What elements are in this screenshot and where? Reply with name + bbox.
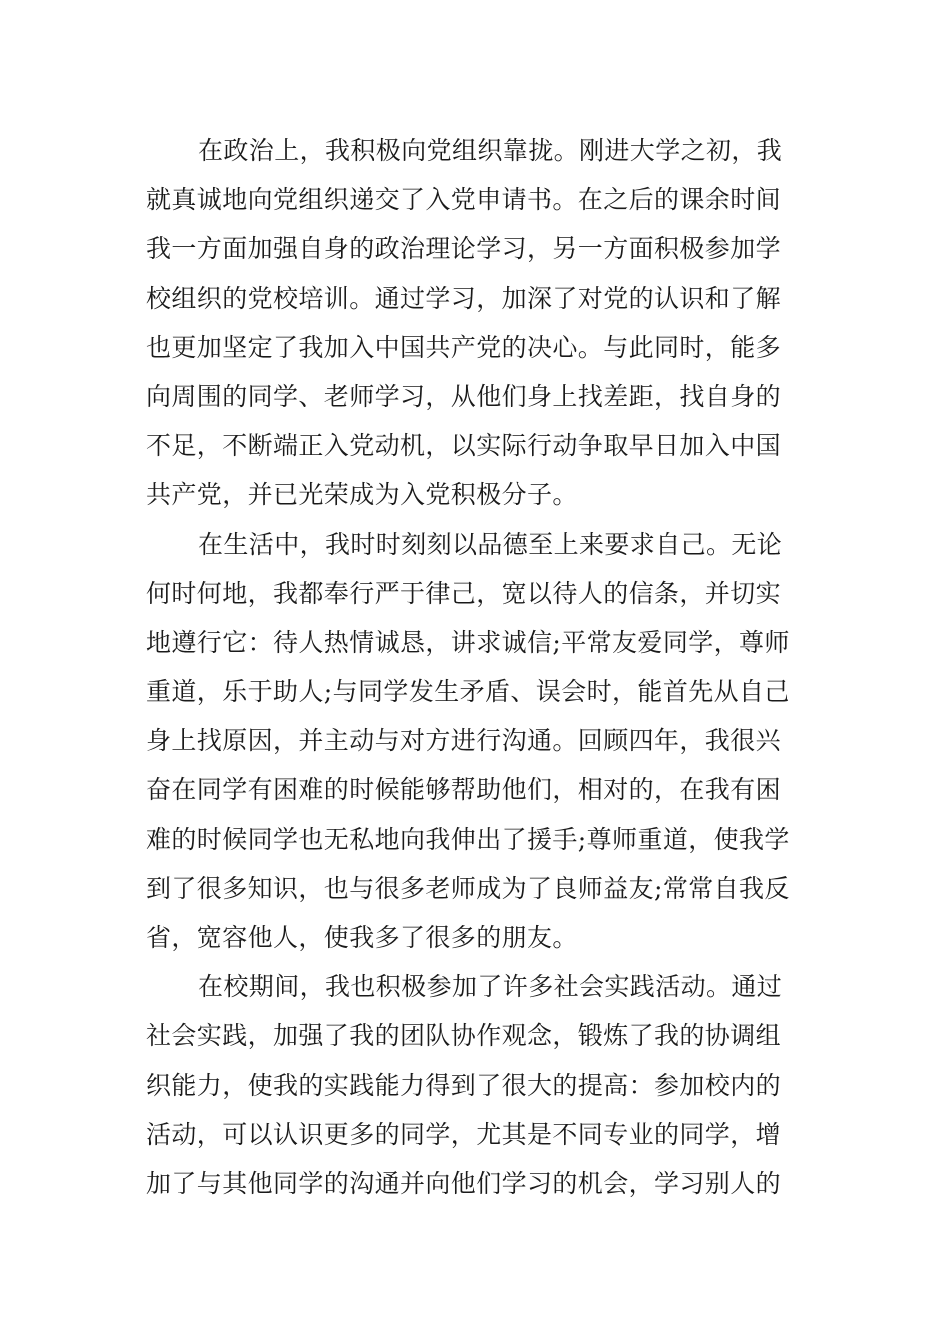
paragraph-line: 省，宽容他人，使我多了很多的朋友。 xyxy=(146,923,578,952)
paragraph-line: 在校期间，我也积极参加了许多社会实践活动。通过 xyxy=(198,972,783,1002)
paragraph-line: 加了与其他同学的沟通并向他们学习的机会，学习别人的 xyxy=(146,1168,782,1198)
paragraph-line: 织能力，使我的实践能力得到了很大的提高：参加校内的 xyxy=(146,1070,782,1100)
paragraph-line: 活动，可以认识更多的同学，尤其是不同专业的同学，增 xyxy=(146,1119,782,1149)
paragraph-line: 在生活中，我时时刻刻以品德至上来要求自己。无论 xyxy=(198,529,783,559)
paragraph-line: 向周围的同学、老师学习，从他们身上找差距，找自身的 xyxy=(146,381,782,411)
paragraph-line: 奋在同学有困难的时候能够帮助他们，相对的，在我有困 xyxy=(146,775,782,805)
paragraph-line: 校组织的党校培训。通过学习，加深了对党的认识和了解 xyxy=(146,283,782,313)
paragraph-line: 社会实践，加强了我的团队协作观念，锻炼了我的协调组 xyxy=(146,1021,782,1051)
paragraph-line: 何时何地，我都奉行严于律己，宽以待人的信条，并切实 xyxy=(146,578,782,608)
text-column xyxy=(146,126,806,1208)
paragraph-line: 共产党，并已光荣成为入党积极分子。 xyxy=(146,480,578,510)
paragraph-line: 在政治上，我积极向党组织靠拢。刚进大学之初，我 xyxy=(198,136,783,165)
paragraph-line: 难的时候同学也无私地向我伸出了援手;尊师重道，使我学 xyxy=(146,824,790,854)
paragraph-line: 地遵行它：待人热情诚恳，讲求诚信;平常友爱同学，尊师 xyxy=(146,627,790,657)
paragraph-line: 我一方面加强自身的政治理论学习，另一方面积极参加学 xyxy=(146,234,782,264)
paragraph-line: 就真诚地向党组织递交了入党申请书。在之后的课余时间 xyxy=(146,185,782,215)
paragraph-life xyxy=(146,520,806,963)
paragraph-line: 到了很多知识，也与很多老师成为了良师益友;常常自我反 xyxy=(146,873,790,903)
paragraph-line: 重道，乐于助人;与同学发生矛盾、误会时，能首先从自己 xyxy=(146,677,790,707)
paragraph-line: 也更加坚定了我加入中国共产党的决心。与此同时，能多 xyxy=(146,332,782,362)
paragraph-line: 不足，不断端正入党动机，以实际行动争取早日加入中国 xyxy=(146,431,782,461)
paragraph-line: 身上找原因，并主动与对方进行沟通。回顾四年，我很兴 xyxy=(146,726,782,756)
paragraph-practice xyxy=(146,962,806,1208)
paragraph-political xyxy=(146,126,806,520)
